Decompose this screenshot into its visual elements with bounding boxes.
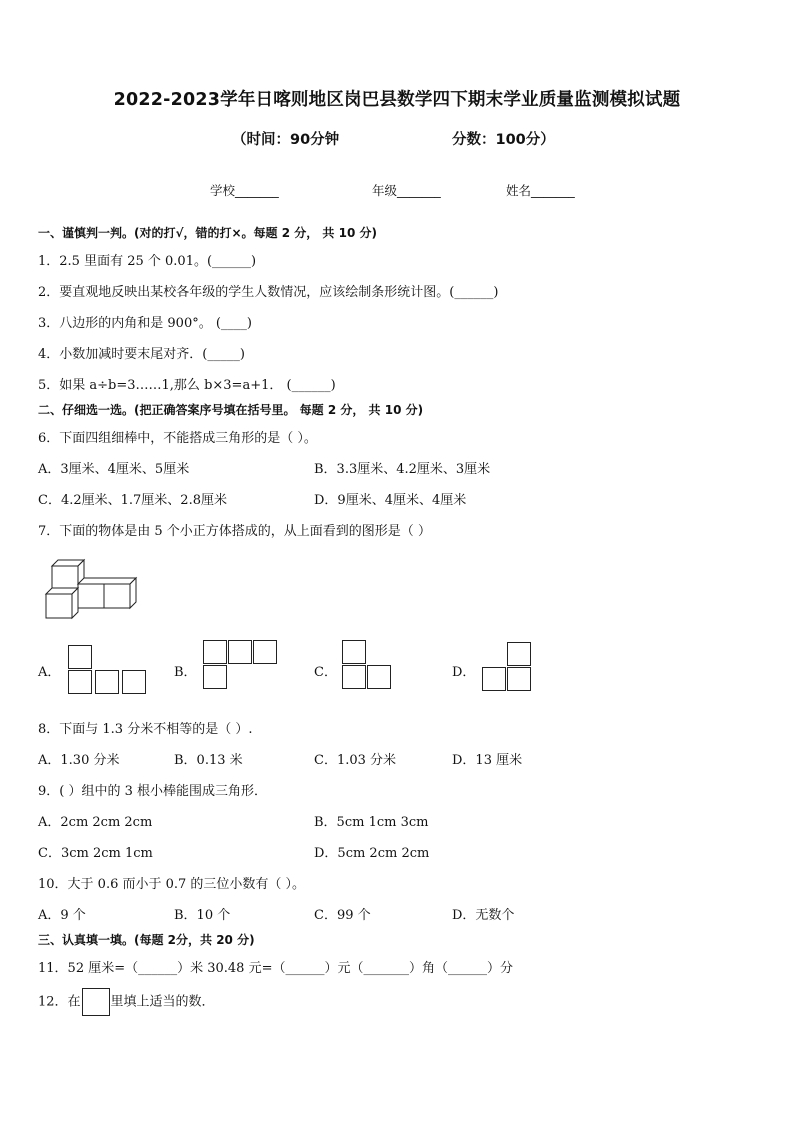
question-11: 11．52 厘米=（______）米 30.48 元=（______）元（_______）角（______）分 bbox=[38, 961, 513, 976]
name-field: 姓名_______ bbox=[506, 183, 575, 198]
cube-stack-figure bbox=[44, 554, 139, 624]
question-8: 8．下面与 1.3 分米不相等的是（ ）. bbox=[38, 722, 253, 737]
q7-option-c-label: C． bbox=[314, 665, 337, 680]
question-10: 10．大于 0.6 而小于 0.7 的三位小数有（ ）。 bbox=[38, 877, 306, 892]
section-2-heading: 二、仔细选一选。(把正确答案序号填在括号里。 每题 2 分， 共 10 分) bbox=[38, 403, 424, 417]
question-5: 5．如果 a÷b=3……1,那么 b×3=a+1． (______) bbox=[38, 378, 336, 393]
question-9: 9．( ）组中的 3 根小棒能围成三角形． bbox=[38, 784, 268, 799]
q6-option-a: A．3厘米、4厘米、5厘米 bbox=[38, 462, 190, 477]
question-6: 6．下面四组细棒中，不能搭成三角形的是（ ）。 bbox=[38, 431, 317, 446]
question-12 bbox=[38, 988, 215, 1016]
exam-score: 分数：100分） bbox=[452, 132, 555, 148]
q10-option-c: C．99 个 bbox=[314, 908, 371, 923]
school-field: 学校_______ bbox=[210, 183, 279, 198]
grade-field: 年级_______ bbox=[372, 183, 441, 198]
q10-option-b: B．10 个 bbox=[174, 908, 231, 923]
q8-option-c: C．1.03 分米 bbox=[314, 753, 397, 768]
question-2: 2．要直观地反映出某校各年级的学生人数情况，应该绘制条形统计图。(______) bbox=[38, 285, 499, 300]
exam-time: （时间：90分钟 bbox=[232, 132, 340, 148]
q7-option-d-label: D． bbox=[452, 665, 476, 680]
q10-option-d: D．无数个 bbox=[452, 908, 515, 923]
q8-option-d: D．13 厘米 bbox=[452, 753, 523, 768]
section-3-heading: 三、认真填一填。(每题 2分，共 20 分) bbox=[38, 933, 255, 947]
q6-option-d: D．9厘米、4厘米、4厘米 bbox=[314, 493, 467, 508]
question-7: 7．下面的物体是由 5 个小正方体搭成的，从上面看到的图形是（ ） bbox=[38, 524, 431, 539]
q9-option-b: B．5cm 1cm 3cm bbox=[314, 815, 429, 830]
question-1: 1．2.5 里面有 25 个 0.01。(______) bbox=[38, 254, 257, 269]
q6-option-b: B．3.3厘米、4.2厘米、3厘米 bbox=[314, 462, 491, 477]
q9-option-d: D．5cm 2cm 2cm bbox=[314, 846, 430, 861]
q9-option-a: A．2cm 2cm 2cm bbox=[38, 815, 153, 830]
q9-option-c: C．3cm 2cm 1cm bbox=[38, 846, 153, 861]
q10-option-a: A．9 个 bbox=[38, 908, 86, 923]
exam-title: 2022-2023学年日喀则地区岗巴县数学四下期末学业质量监测模拟试题 bbox=[113, 90, 681, 110]
question-3: 3．八边形的内角和是 900°。 (____) bbox=[38, 316, 252, 331]
q7-option-b-label: B． bbox=[174, 665, 197, 680]
answer-box bbox=[82, 988, 110, 1016]
section-1-heading: 一、谨慎判一判。(对的打√，错的打×。每题 2 分， 共 10 分) bbox=[38, 226, 377, 240]
question-12-suffix: 里填上适当的数． bbox=[110, 994, 215, 1010]
q7-option-a-label: A． bbox=[38, 665, 61, 680]
cube-front-face bbox=[52, 566, 78, 590]
q6-option-c: C．4.2厘米、1.7厘米、2.8厘米 bbox=[38, 493, 227, 508]
question-12-prefix: 12．在 bbox=[38, 994, 81, 1010]
q8-option-a: A．1.30 分米 bbox=[38, 753, 120, 768]
question-4: 4．小数加减时要末尾对齐．(_____) bbox=[38, 347, 245, 362]
q8-option-b: B．0.13 米 bbox=[174, 753, 243, 768]
